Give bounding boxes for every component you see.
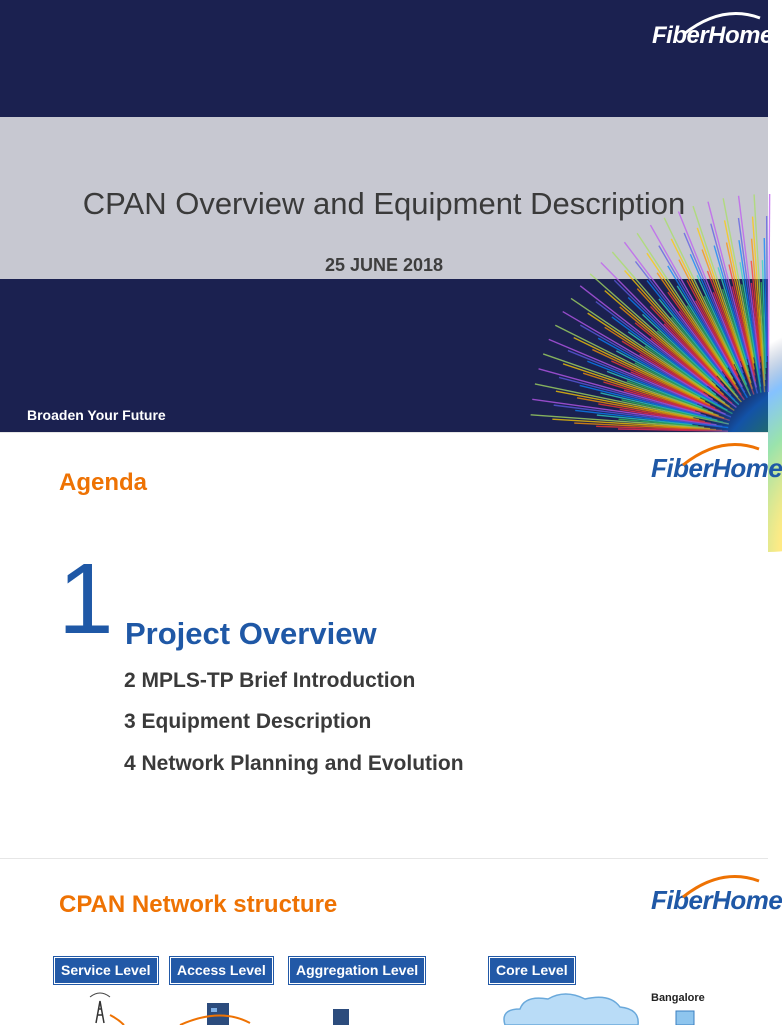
- title-slide: [0, 0, 773, 432]
- logo-text: FiberHome: [651, 453, 782, 483]
- logo-text: FiberHome: [652, 22, 773, 49]
- service-level-tag: Service Level: [54, 957, 158, 984]
- color-burst-graphic: [465, 265, 768, 432]
- agenda-slide: [0, 432, 782, 845]
- logo-swoosh-icon: [681, 871, 761, 901]
- current-section-number: 1: [58, 543, 114, 655]
- fiberhome-logo: [651, 453, 782, 484]
- core-level-tag: Core Level: [489, 957, 575, 984]
- logo-swoosh-icon: [682, 8, 762, 38]
- logo-text: FiberHome: [651, 885, 782, 915]
- logo-swoosh-icon: [681, 439, 761, 469]
- network-structure-slide: [0, 858, 782, 1025]
- agenda-item: 2 MPLS-TP Brief Introduction: [124, 669, 416, 692]
- agenda-heading: Agenda: [59, 469, 148, 496]
- aggregation-equipment-icon: [333, 1009, 349, 1025]
- access-equipment-icon: [207, 1003, 229, 1025]
- tagline: Broaden Your Future: [27, 407, 166, 423]
- agenda-item: 4 Network Planning and Evolution: [124, 752, 464, 775]
- antenna-tower-icon: [90, 993, 124, 1025]
- access-level-tag: Access Level: [170, 957, 273, 984]
- current-section-label: Project Overview: [125, 616, 377, 651]
- network-structure-heading: CPAN Network structure: [59, 891, 338, 918]
- agenda-item: 3 Equipment Description: [124, 710, 372, 733]
- network-diagram-graphic: [0, 987, 768, 1025]
- aggregation-level-tag: Aggregation Level: [289, 957, 425, 984]
- fiberhome-logo: [651, 885, 782, 916]
- core-cloud-icon: [504, 994, 638, 1025]
- city-label: Bangalore: [651, 992, 705, 1004]
- slide-title: CPAN Overview and Equipment Description: [82, 186, 686, 221]
- slide-date: 25 JUNE 2018: [324, 255, 444, 275]
- fiberhome-logo: [652, 22, 773, 50]
- core-router-icon: [676, 1011, 694, 1025]
